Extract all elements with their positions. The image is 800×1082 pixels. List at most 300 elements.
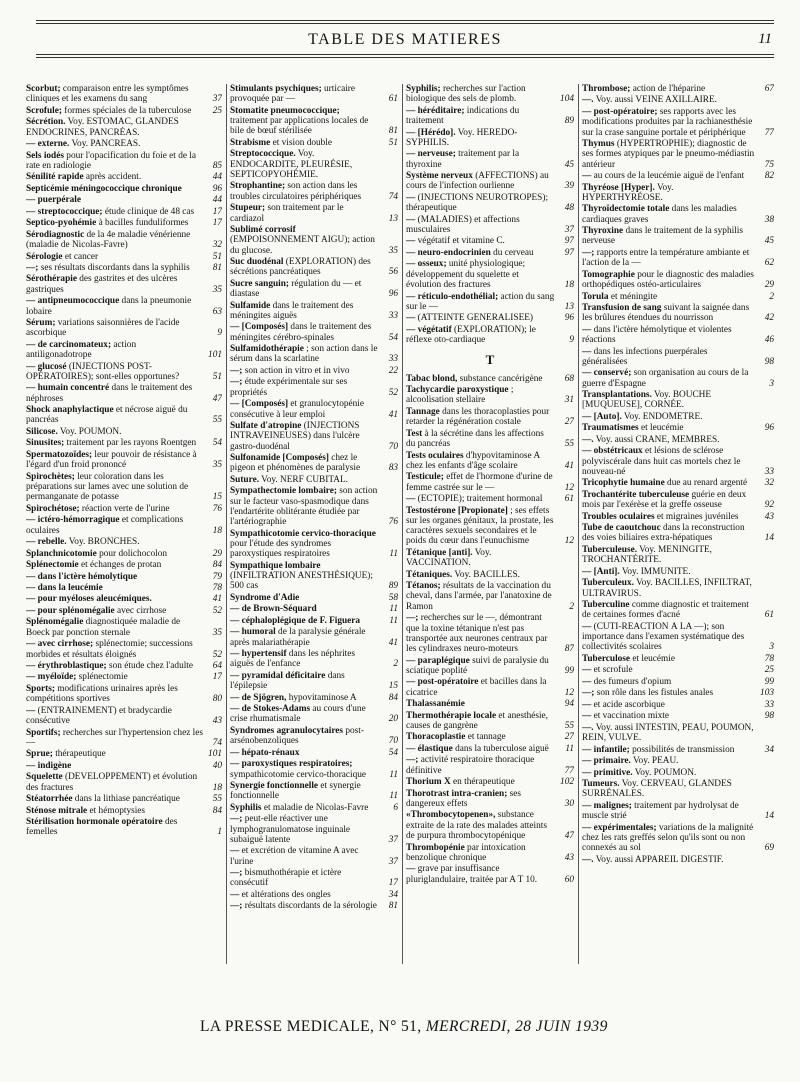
index-term: Sérodiagnostic [26, 229, 85, 240]
index-term: Shock anaphylactique [26, 405, 114, 416]
index-page-ref: 15 [212, 492, 222, 503]
index-term: Sulfamidothérapie [230, 344, 304, 355]
index-text: avec cirrhose [114, 605, 167, 616]
index-term: — neuro-endocrinien [406, 247, 491, 258]
index-entry [230, 106, 398, 137]
index-entry [406, 236, 574, 246]
index-term: —. [582, 722, 594, 733]
index-entry [230, 377, 398, 398]
index-term: Silicose. [26, 426, 58, 437]
index-entry [406, 429, 574, 450]
index-entry [230, 279, 398, 300]
index-term: — hypertensif [230, 649, 287, 660]
index-text: Voy. aussi CRANE, MEMBRES. [593, 434, 720, 445]
index-page-ref: 43 [764, 511, 774, 522]
page-title: TABLE DES MATIERES [308, 31, 502, 48]
index-term: Spirochètes; [26, 471, 75, 482]
index-page-ref: 74 [388, 191, 398, 202]
index-page-ref: 31 [564, 395, 574, 406]
index-term: Tumeurs. [582, 779, 620, 790]
index-page-ref: 60 [564, 874, 574, 885]
index-entry [582, 745, 774, 755]
index-page-ref: 102 [560, 777, 574, 788]
index-page-ref: 18 [212, 525, 222, 536]
index-term: — primitive. [582, 767, 633, 778]
index-text: Voy. aussi APPAREIL DIGESTIF. [593, 854, 724, 865]
index-entry [26, 617, 222, 638]
index-term: Trochantérite tuberculeuse [582, 489, 690, 500]
index-term: Scorbut; [26, 84, 61, 94]
index-text: variations saisonnières de l'acide ascorbique [26, 318, 180, 339]
index-text: leur coloration dans les préparations sur lames avec une solution de permanganate de potasse [26, 471, 189, 503]
index-entry [26, 195, 222, 205]
index-text: Voy. aussi VEINE AXILLAIRE. [593, 95, 717, 106]
index-column-1 [26, 84, 222, 964]
index-text: splénectomie; successions morbides et résultats éloignés [26, 639, 193, 660]
index-text: dans la lithiase pancréatique [72, 794, 180, 805]
index-text: Voy. ENDOMÈTRE. [621, 411, 703, 422]
index-entry [406, 744, 574, 754]
index-term: Thymus [582, 139, 615, 150]
index-text: Voy. VACCINATION. [406, 547, 492, 569]
index-term: Sulfate d'atropine [230, 421, 302, 432]
index-page-ref: 33 [388, 310, 398, 321]
index-term: — dans l'ictère hémolytique [26, 571, 138, 582]
index-page-ref: 61 [564, 494, 574, 505]
index-entry [230, 901, 398, 911]
index-page-ref: 78 [212, 582, 222, 593]
index-entry [230, 748, 398, 758]
index-page-ref: 3 [769, 378, 774, 389]
index-entry [26, 572, 222, 582]
index-text: dans la reconstruction des voies biliaires extra-hépatiques [582, 523, 745, 544]
index-text: leur pouvoir de résistance à l'égard d'un froid prononcé [26, 449, 197, 471]
index-term: Splénomégalie [26, 617, 84, 628]
index-page-ref: 12 [564, 536, 574, 547]
index-page-ref: 12 [564, 687, 574, 698]
index-page-ref: 96 [212, 183, 222, 194]
index-entry [406, 570, 574, 580]
index-entry [406, 313, 574, 323]
index-term: Sérum; [26, 318, 56, 329]
index-text: ; son action dans le sérum dans la scarlatine [230, 344, 378, 365]
index-entry [26, 117, 222, 138]
index-term: — nerveuse; [406, 149, 456, 160]
index-term: Synergie fonctionnelle [230, 781, 319, 791]
index-page-ref: 75 [764, 159, 774, 170]
index-page-ref: 55 [564, 439, 574, 450]
index-term: Thermothérapie locale [406, 710, 497, 721]
index-entry [406, 374, 574, 384]
index-entry [26, 515, 222, 536]
index-text: (EXPLORATION) des sécrétions pancréatiques [230, 257, 371, 278]
index-text: substance extraite de la rate des malades atteints de purpura thrombocytopénique [406, 810, 547, 842]
index-text: dans la pneumonie lobaire [26, 296, 192, 317]
index-entry [406, 407, 574, 428]
index-page-ref: 29 [764, 280, 774, 291]
index-term: — paraplégique [406, 655, 470, 666]
index-text: peut-elle réactiver une lymphogranulomatose inguinale subaiguë latente [230, 814, 351, 845]
index-entry [582, 478, 774, 488]
index-page-ref: 55 [212, 794, 222, 805]
index-text: (EXPLORATION); le réflexe oto-cardiaque [406, 324, 536, 346]
index-page-ref: 70 [388, 441, 398, 452]
index-text: recherches sur le —, démontrant que la toxine tétanique n'est pas transportée aux neurones centraux par les cylindraxes neuro-moteurs [406, 613, 548, 655]
index-entry [26, 728, 222, 749]
index-text: ses dangereux effets [406, 788, 521, 809]
index-text: et anesthésie, causes de gangrène [406, 710, 548, 731]
index-term: Tuberculeuse. [582, 544, 638, 555]
index-term: Testicule; [406, 472, 444, 483]
index-term: Suture. [230, 474, 260, 485]
index-term: — [582, 621, 592, 632]
index-page-ref: 81 [388, 901, 398, 912]
index-entry [582, 107, 774, 138]
index-page-ref: 34 [388, 889, 398, 900]
footer-journal: LA PRESSE MEDICALE, [200, 1018, 375, 1035]
index-text: pour le diagnostic des maladies orthopédiques ostéo-articulaires [582, 269, 754, 291]
index-entry [582, 622, 774, 653]
index-term: Strophantine; [230, 181, 286, 192]
footer-issue: N° 51, [378, 1018, 422, 1035]
index-page-ref: 51 [212, 251, 222, 262]
index-text: étude expérimentale sur ses propriétés [230, 377, 348, 398]
index-entry [406, 581, 574, 612]
index-page-ref: 22 [388, 365, 398, 376]
index-term: — de Sjögren, [230, 692, 287, 703]
index-text: son organisation au cours de la guerre d'Espagne [582, 368, 749, 389]
index-term: Stupeur; [230, 203, 266, 214]
index-entry [26, 672, 222, 682]
page-number: 11 [758, 31, 772, 47]
index-text: traitement par la thyroxine [406, 149, 520, 170]
index-text: Voy. BACILLES, INFILTRAT, ULTRAVIRUS. [582, 578, 752, 599]
index-term: —; [582, 688, 595, 699]
index-page-ref: 11 [565, 743, 574, 754]
index-entry [26, 817, 222, 838]
index-entry [582, 347, 774, 368]
index-term: — expérimentales; [582, 822, 657, 833]
index-page-ref: 11 [389, 604, 398, 615]
index-text: réaction verte de l'urine [79, 503, 170, 514]
index-entry [582, 688, 774, 698]
index-text: et synergie fonctionnelle [230, 781, 361, 802]
index-text: ; ses effets sur les organes génitaux, la prostate, les caractères sexuels secondaires et le poids du cœur dans l'eunuchisme [406, 505, 554, 547]
index-entry [582, 435, 774, 445]
index-text: et méningite [608, 291, 658, 302]
index-text: ; alcoolisation stellaire [406, 385, 514, 406]
index-text: dans l'ictère hémolytique et violentes réactions [582, 324, 732, 346]
index-text: Voy. aussi INTESTIN, PEAU, POUMON, REIN, VULVE. [582, 722, 754, 744]
index-page-ref: 87 [564, 644, 574, 655]
index-entry [26, 274, 222, 295]
index-entry [582, 801, 774, 822]
index-text: (MALADIES) et affections musculaires [406, 214, 520, 235]
index-entry [582, 654, 774, 664]
index-page-ref: 41 [388, 409, 398, 420]
index-term: Sénilité rapide [26, 172, 84, 183]
index-entry [230, 649, 398, 670]
index-text: pour dolichocolon [96, 548, 168, 559]
index-page-ref: 54 [388, 332, 398, 343]
index-term: Syphilis [230, 802, 262, 813]
index-term: — osseux; [406, 259, 447, 270]
index-page-ref: 98 [764, 711, 774, 722]
index-term: — avec cirrhose; [26, 639, 94, 650]
index-page-ref: 2 [769, 291, 774, 302]
index-text: Voy. IMMUNITÉ. [619, 566, 691, 577]
index-entry [230, 203, 398, 224]
index-page-ref: 30 [564, 799, 574, 809]
index-entry [582, 677, 774, 687]
index-page-ref: 44 [212, 172, 222, 183]
index-page-ref: 47 [564, 831, 574, 842]
index-entry [582, 779, 774, 800]
column-divider [402, 84, 403, 964]
index-page-ref: 84 [212, 805, 222, 816]
index-page-ref: 76 [212, 503, 222, 514]
index-page-ref: 99 [764, 676, 774, 687]
index-term: Syphilis; [406, 84, 441, 94]
index-entry [230, 616, 398, 626]
index-text: son étude chez l'adulte [106, 661, 194, 671]
index-term: Thyroxine [582, 226, 624, 237]
index-term: — [582, 665, 592, 676]
index-page-ref: 78 [764, 653, 774, 664]
index-term: Sympathectomie lombaire; [230, 486, 337, 497]
index-text: et bacilles dans la cicatrice [406, 677, 547, 698]
index-term: Sels iodés [26, 150, 64, 161]
index-page-ref: 38 [764, 214, 774, 225]
index-page-ref: 34 [764, 744, 774, 755]
index-term: Tomographie [582, 269, 635, 280]
index-entry [26, 184, 222, 194]
index-entry [230, 301, 398, 322]
index-entry [230, 421, 398, 452]
index-text: Voy. HÉRÉDO-SYPHILIS. [406, 127, 518, 148]
index-term: —; [230, 377, 243, 388]
index-entry [230, 604, 398, 614]
header-rule-top-inner [36, 23, 774, 24]
index-text: étude clinique de 48 cas [102, 206, 195, 217]
index-text: et maladie de Nicolas-Favre [261, 802, 369, 813]
index-term: — antipneumococcique [26, 296, 120, 307]
index-entry [582, 183, 774, 204]
index-entry [230, 561, 398, 592]
index-entry [582, 711, 774, 721]
index-text: (AFFECTIONS) au cours de l'infection ourlienne [406, 171, 549, 192]
index-text: végétatif et vitamine C. [415, 236, 505, 247]
index-page-ref: 41 [212, 594, 222, 605]
index-page-ref: 11 [389, 791, 398, 802]
index-text: et scrofule [591, 665, 633, 676]
index-term: Sinusites; [26, 438, 65, 449]
index-page-ref: 77 [564, 765, 574, 776]
index-page-ref: 37 [564, 224, 574, 235]
index-term: Spirochétose; [26, 503, 80, 514]
index-page-ref: 54 [212, 438, 222, 449]
index-page-ref: 11 [389, 769, 398, 780]
index-page-ref: 17 [388, 878, 398, 889]
index-entry [582, 446, 774, 477]
index-page-ref: 9 [569, 335, 574, 346]
index-entry [406, 777, 574, 787]
index-text: action de l'héparine [630, 84, 706, 94]
index-entry [406, 699, 574, 709]
index-term: — [Anti]. [582, 566, 620, 577]
index-page-ref: 14 [764, 811, 774, 822]
index-text: dans le traitement des néphroses [26, 383, 193, 404]
index-term: Tuberculine [582, 600, 630, 611]
index-term: — [Auto]. [582, 411, 622, 422]
index-text: substance cancérigène [457, 373, 543, 384]
index-page-ref: 61 [764, 610, 774, 621]
footer-date: 28 JUIN [515, 1018, 571, 1035]
index-entry [406, 506, 574, 547]
index-text: son rôle dans les fistules anales [594, 688, 714, 699]
index-text: (HYPERTROPHIE); diagnostic de ses formes atypiques par le pneumo-médiastin antérieur [582, 139, 755, 170]
index-entry [26, 340, 222, 361]
index-page-ref: 70 [388, 736, 398, 747]
index-entry [406, 843, 574, 864]
index-text: des gastrites et des ulcères gastriques [26, 274, 178, 295]
index-page-ref: 9 [217, 328, 222, 339]
index-term: — hépato-rénaux [230, 747, 300, 758]
index-entry [406, 451, 574, 472]
index-term: — ictéro-hémorragique [26, 515, 120, 526]
index-text: après accident. [83, 172, 142, 183]
index-entry [406, 789, 574, 810]
index-page-ref: 20 [388, 714, 398, 725]
index-term: —; [230, 901, 243, 912]
index-text: son action in vitro et in vivo [242, 365, 350, 376]
index-entry [230, 726, 398, 747]
index-text: guérie en deux mois par l'exérèse et la greffe osseuse [582, 489, 747, 511]
index-entry [406, 548, 574, 569]
index-term: — dans la leucémie [26, 582, 103, 593]
index-page-ref: 74 [212, 737, 222, 748]
index-entry [26, 84, 222, 105]
index-column-2 [230, 84, 398, 964]
index-page-ref: 33 [764, 466, 774, 477]
index-text: variations de la malignité chez les rats greffés selon qu'ils sont ou non connexés au sol [582, 822, 754, 854]
index-text: Voy. PANCRÉAS. [69, 139, 141, 150]
index-entry [26, 806, 222, 816]
index-page-ref: 13 [564, 301, 574, 312]
index-page-ref: 32 [212, 240, 222, 251]
index-term: — de Stokes-Adams [230, 704, 311, 715]
index-entry [230, 453, 398, 474]
index-page-ref: 46 [764, 335, 774, 346]
index-entry [582, 292, 774, 302]
index-term: —; [230, 868, 243, 879]
index-page-ref: 97 [564, 236, 574, 247]
index-text: urticaire provoquée par — [230, 84, 355, 105]
index-term: Tétaniques. [406, 569, 453, 580]
index-entry [582, 303, 774, 324]
index-term: —. [582, 434, 594, 445]
index-term: — puerpérale [26, 195, 81, 206]
index-entry [26, 794, 222, 804]
index-term: Sprue; [26, 749, 53, 760]
index-text: activité respiratoire thoracique définitive [406, 755, 535, 776]
index-term: — post-opératoire; [582, 106, 658, 117]
index-entry [230, 890, 398, 900]
index-entry [582, 665, 774, 675]
index-entry [406, 656, 574, 677]
index-entry [406, 732, 574, 742]
index-entry [230, 846, 398, 867]
index-term: Thoracoplastie [406, 732, 466, 743]
index-term: — végétatif [406, 324, 452, 335]
index-text: action du sang sur le — [406, 291, 555, 312]
index-page-ref: 83 [388, 463, 398, 474]
index-entry [406, 755, 574, 776]
index-entry [406, 711, 574, 732]
index-term: — réticulo-endothélial; [406, 291, 499, 302]
index-term: Tabac blond, [406, 373, 458, 384]
index-entry [230, 868, 398, 889]
index-page-ref: 35 [212, 627, 222, 638]
index-entry [26, 318, 222, 339]
index-text: Voy. CERVEAU, GLANDES SURRÉNALES. [582, 779, 732, 800]
header-rule-top [36, 20, 774, 21]
index-entry [26, 594, 222, 604]
index-text: et altérations des ongles [239, 889, 331, 900]
index-text: son action dans les troubles circulatoires périphériques [230, 181, 362, 202]
index-page-ref: 89 [388, 581, 398, 592]
index-page-ref: 103 [760, 688, 774, 699]
index-entry [230, 671, 398, 692]
index-text: et nécrose aiguë du pancréas [26, 405, 188, 426]
index-term: Spermatozoïdes; [26, 449, 93, 460]
index-page-ref: 51 [388, 137, 398, 148]
index-page-ref: 55 [212, 415, 222, 426]
index-page-ref: 67 [764, 84, 774, 94]
index-entry [582, 270, 774, 291]
index-page-ref: 63 [212, 306, 222, 317]
index-page-ref: 98 [764, 356, 774, 367]
index-page-ref: 81 [388, 126, 398, 137]
index-page-ref: 52 [388, 387, 398, 398]
index-text: résultats discordants de la sérologie [242, 901, 377, 912]
index-entry [230, 486, 398, 527]
footer-day: MERCREDI, [425, 1018, 511, 1035]
index-text: formes spéciales de la tuberculose [61, 105, 192, 116]
index-term: — streptococcique; [26, 206, 103, 217]
index-text: (ECTOPIE); traitement hormonal [415, 494, 543, 505]
index-text: Voy. ESTOMAC, GLANDES ENDOCRINES, PANCRÉAS. [26, 117, 179, 138]
index-entry [26, 583, 222, 593]
index-page-ref: 37 [388, 856, 398, 867]
index-page-ref: 35 [388, 245, 398, 256]
index-term: —. [582, 95, 594, 106]
index-text: et tannage [465, 732, 506, 743]
index-entry [26, 230, 222, 251]
index-text: due au renard argenté [664, 478, 748, 489]
index-text: diagnostiquée maladie de Boeck par ponction sternale [26, 617, 181, 638]
index-entry [406, 325, 574, 346]
index-entry [406, 613, 574, 654]
index-entry [582, 490, 774, 511]
index-text: splénectomie [76, 672, 128, 683]
index-entry [582, 855, 774, 865]
index-term: Tannage [406, 406, 440, 417]
index-page-ref: 64 [212, 661, 222, 671]
index-text: d'hypovitaminose A chez les enfants d'âge scolaire [406, 450, 540, 471]
index-term: Tétanos; [406, 581, 441, 592]
index-page-ref: 11 [389, 549, 398, 560]
